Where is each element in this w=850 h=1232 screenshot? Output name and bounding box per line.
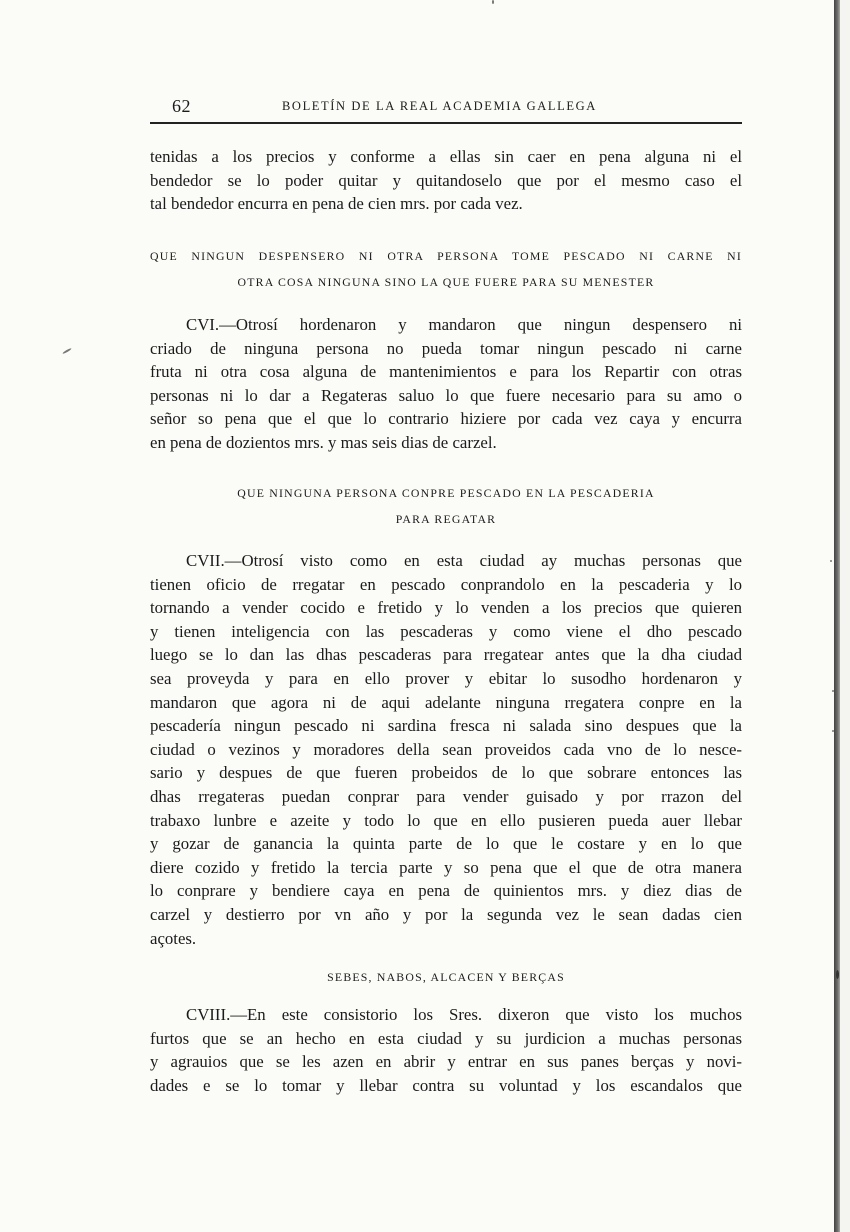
text-line: en pena de dozientos mrs. y mas seis dias de carzel. [150, 432, 497, 452]
page-header [150, 94, 740, 118]
text-line: fruta ni otra cosa alguna de mantenimientos e para los Repartir con otras [150, 362, 742, 382]
text-line: personas ni lo dar a Regateras saluo lo que fuere necesario para su amo o [150, 385, 742, 405]
text-line: y tienen inteligencia con las pescaderas y como viene el dho pescado [150, 621, 742, 641]
heading-line: OTRA COSA NINGUNA SINO LA QUE FUERE PARA SU MENESTER [237, 275, 655, 289]
scan-speck [492, 0, 494, 4]
text-line: dades e se lo tomar y llebar contra su voluntad y los escandalos que [150, 1075, 742, 1095]
text-line: tienen oficio de rregatar en pescado conprandolo en la pescaderia y lo [150, 574, 742, 594]
running-head: BOLETÍN DE LA REAL ACADEMIA GALLEGA [282, 99, 597, 113]
paragraph-cvi [150, 313, 742, 455]
text-line: açotes. [150, 928, 197, 948]
text-line: carzel y destierro por vn año y por la segunda vez le sean dadas cien [150, 904, 742, 924]
scan-speck [832, 730, 834, 732]
text-line: bendedor se lo poder quitar y quitandoselo que por el mesmo caso el [150, 170, 742, 190]
text-line: mandaron que agora ni de aqui adelante ninguna rregatera conpre en la [150, 692, 742, 712]
scan-binding-edge [834, 0, 840, 1232]
text-line: ciudad o vezinos y moradores della sean proveidos cada vno de lo nesce- [150, 739, 742, 759]
scan-speck [62, 348, 72, 355]
scan-speck [836, 970, 839, 979]
text-line: CVI.—Otrosí hordenaron y mandaron que ningun despensero ni [186, 315, 742, 334]
text-line: pescadería ningun pescado ni sardina fresca ni salada sino despues que la [150, 716, 742, 736]
paragraph-cviii [150, 1003, 742, 1097]
text-line: tenidas a los precios y conforme a ellas sin caer en pena alguna ni el [150, 147, 742, 166]
text-line: criado de ninguna persona no pueda tomar ningun pescado ni carne [150, 338, 742, 358]
text-line: luego se lo dan las dhas pescaderas para rregatear antes que la dha ciudad [150, 645, 742, 665]
text-line: diere cozido y fretido la tercia parte y so pena que el que de otra manera [150, 857, 742, 877]
header-rule [150, 122, 742, 124]
scan-margin [840, 0, 850, 1232]
section-heading-2 [150, 480, 742, 532]
text-line: lo conprare y bendiere caya en pena de quinientos mrs. y diez dias de [150, 881, 742, 901]
text-line: sea proveyda y para en ello prover y ebitar lo susodho hordenaron y [150, 668, 742, 688]
text-line: señor so pena que el que lo contrario hiziere por cada vez caya y encurra [150, 409, 742, 429]
page-number: 62 [172, 96, 191, 116]
heading-line: QUE NINGUNA PERSONA CONPRE PESCADO EN LA PESCADERIA [237, 486, 655, 500]
text-line: CVIII.—En este consistorio los Sres. dixeron que visto los muchos [186, 1005, 742, 1024]
text-line: sario y despues de que fueren probeidos de lo que sobrare entonces las [150, 763, 742, 783]
heading-line: PARA REGATAR [395, 512, 497, 526]
text-line: dhas rregateras puedan conprar para vender guisado y por rrazon del [150, 786, 742, 806]
heading-line: SEBES, NABOS, ALCACEN Y BERÇAS [327, 970, 565, 984]
paragraph-cvii [150, 549, 742, 950]
text-line: tornando a vender cocido e fretido y lo venden a los precios que quieren [150, 598, 742, 618]
section-heading-3 [150, 964, 742, 990]
section-heading-1 [150, 243, 742, 295]
text-line: trabaxo lunbre e azeite y todo lo que en ello pusieren pueda auer llebar [150, 810, 742, 830]
text-line: tal bendedor encurra en pena de cien mrs. por cada vez. [150, 194, 523, 214]
scan-speck [832, 690, 834, 692]
text-line: CVII.—Otrosí visto como en esta ciudad ay muchas personas que [186, 551, 742, 570]
heading-line: QUE NINGUN DESPENSERO NI OTRA PERSONA TOME PESCADO NI CARNE NI [150, 249, 742, 263]
text-line: furtos que se an hecho en esta ciudad y su jurdicion a muchas personas [150, 1028, 742, 1048]
text-line: y agrauios que se les azen en abrir y entrar en sus panes berças y novi- [150, 1052, 742, 1072]
text-line: y gozar de ganancia la quinta parte de lo que le costare y en lo que [150, 834, 742, 854]
scan-speck [830, 560, 832, 562]
intro-paragraph [150, 145, 742, 216]
